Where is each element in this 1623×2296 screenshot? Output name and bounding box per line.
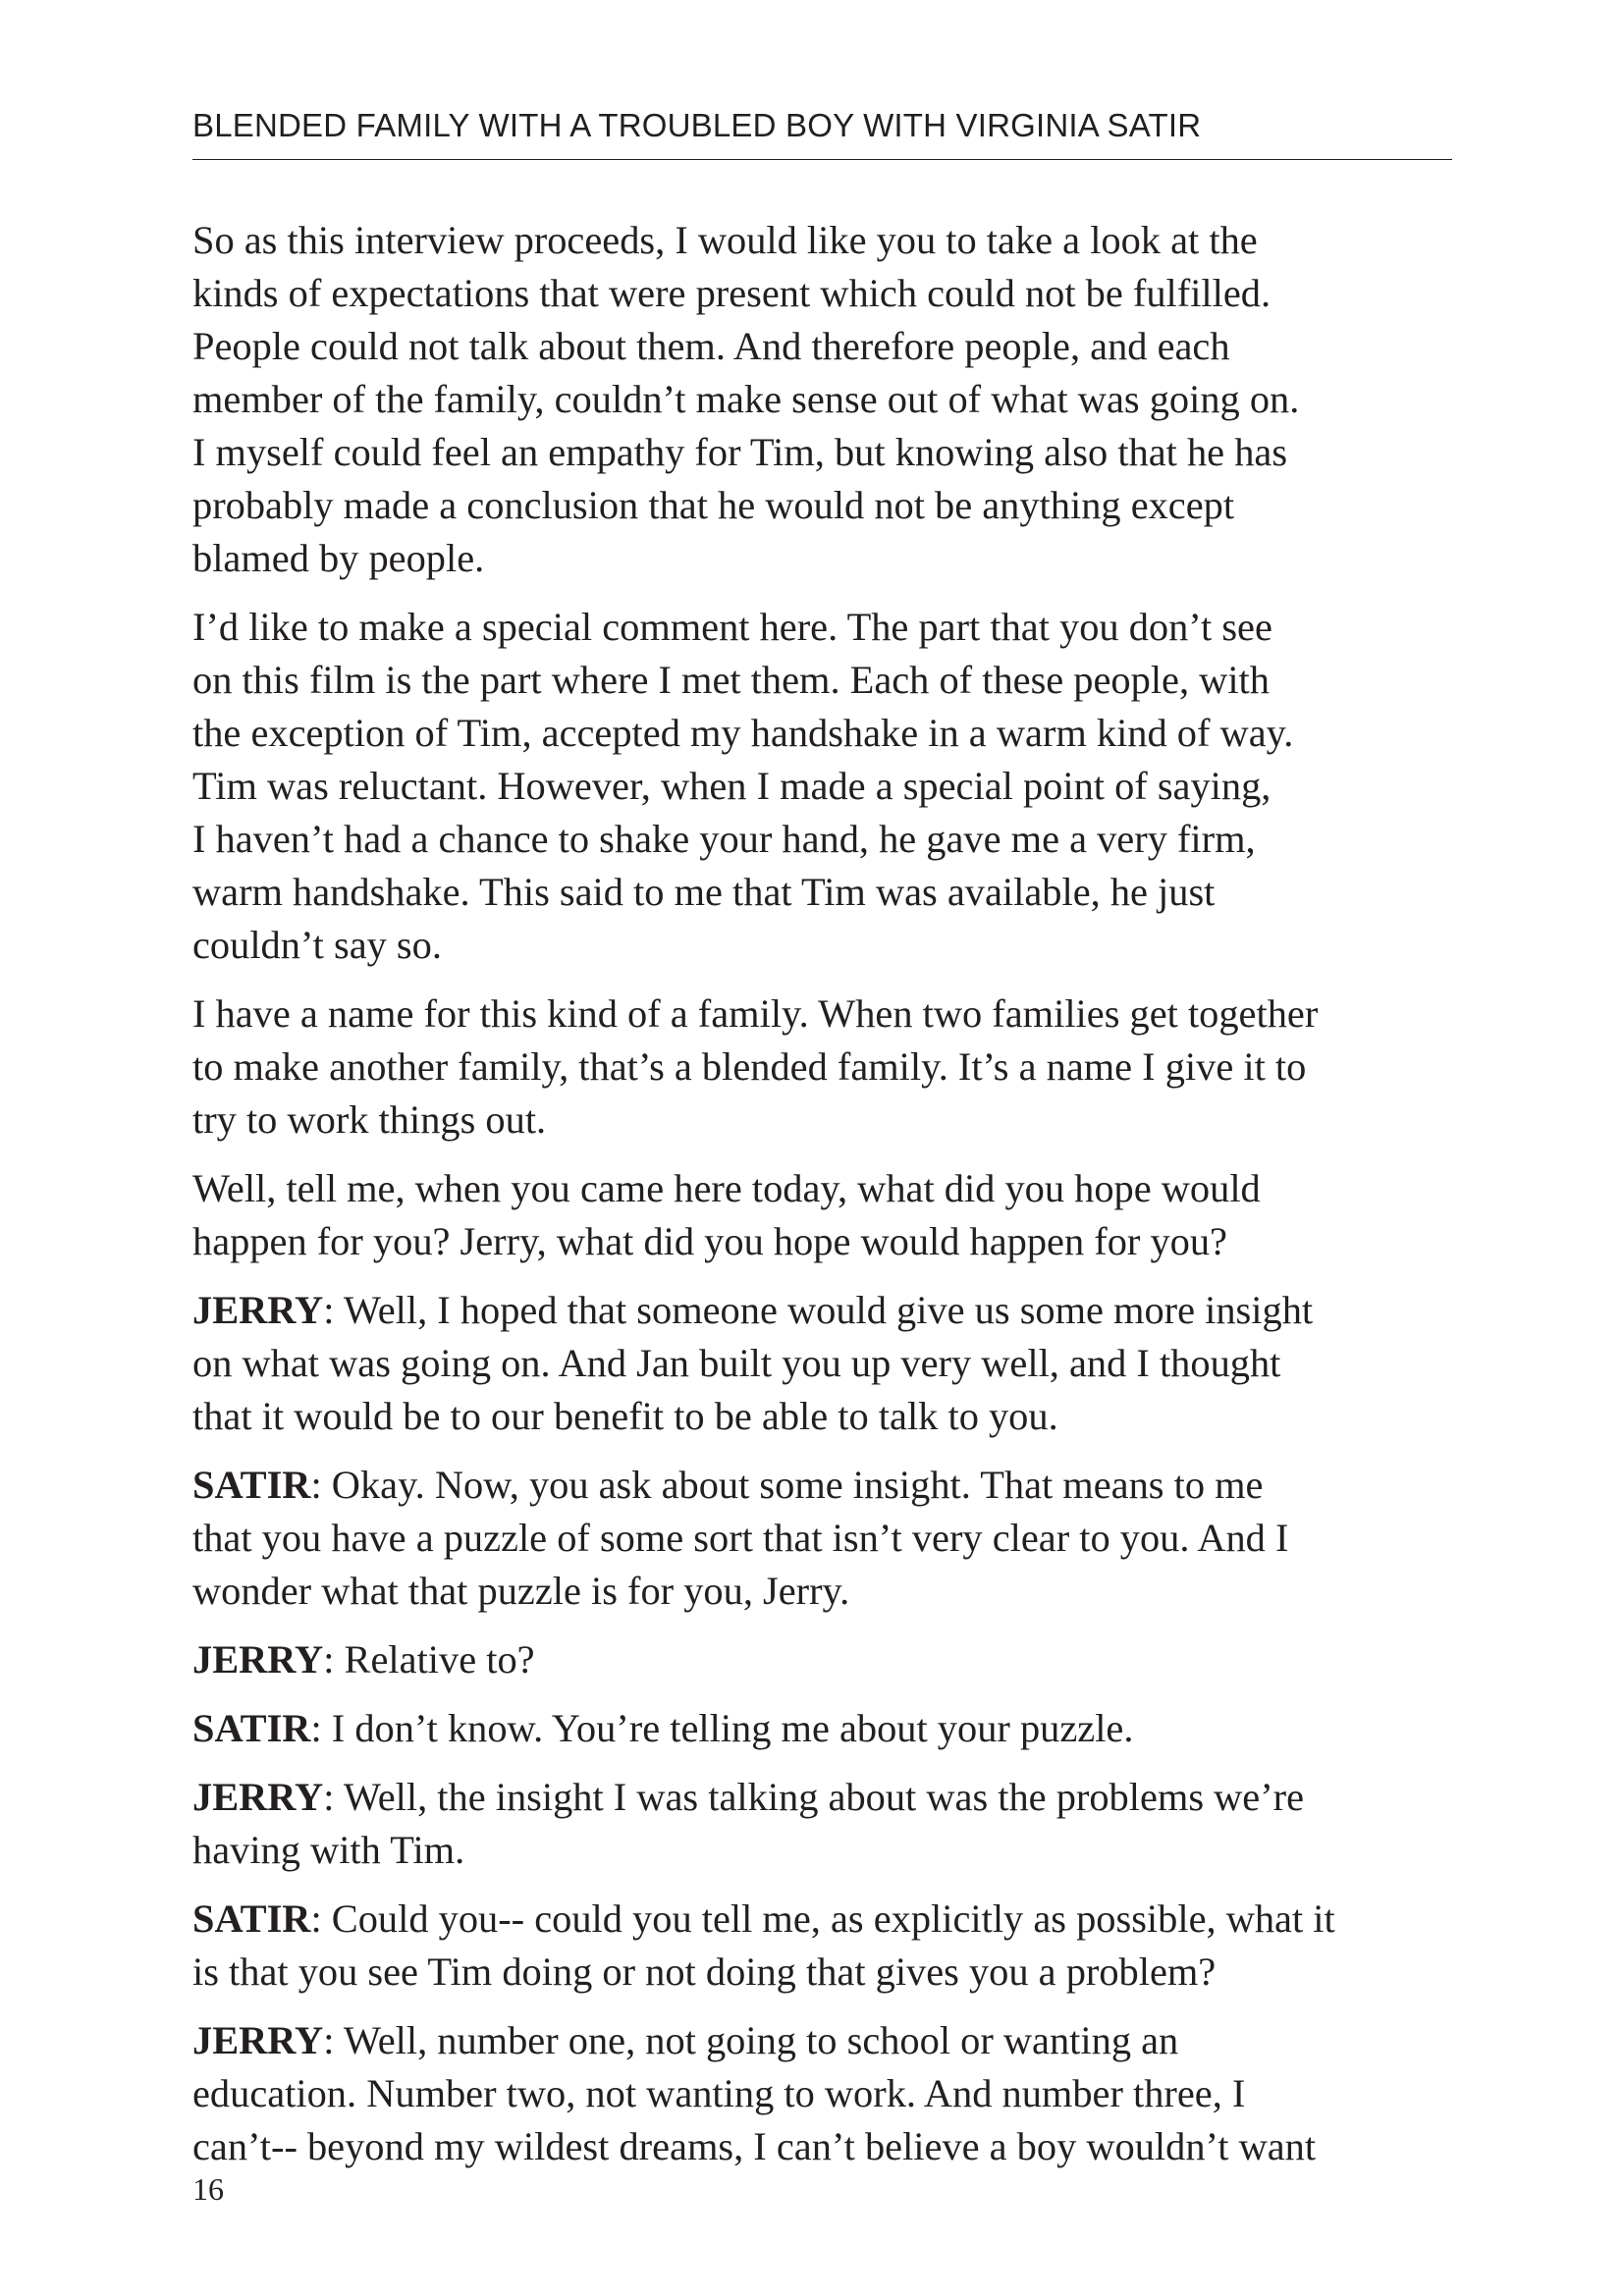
text-line: that you have a puzzle of some sort that isn’t very clear to you. And I	[192, 1516, 1289, 1560]
text-line: I’d like to make a special comment here. The part that you don’t see	[192, 605, 1272, 649]
speaker-name: SATIR	[192, 1463, 311, 1507]
text-line: wonder what that puzzle is for you, Jerry.	[192, 1569, 850, 1613]
text-line: happen for you? Jerry, what did you hope would happen for you?	[192, 1219, 1227, 1263]
text-line: member of the family, couldn’t make sense out of what was going on.	[192, 377, 1300, 421]
text-line: that it would be to our benefit to be able to talk to you.	[192, 1394, 1058, 1438]
dialogue-paragraph	[192, 1893, 1459, 1999]
text-line: education. Number two, not wanting to work. And number three, I	[192, 2071, 1246, 2115]
text-line	[192, 1459, 1459, 1512]
text-line: couldn’t say so.	[192, 923, 442, 967]
text-line	[192, 1633, 1459, 1686]
paragraph	[192, 988, 1459, 1147]
text-line: People could not talk about them. And therefore people, and each	[192, 324, 1230, 368]
speech-text: : Well, the insight I was talking about was the problems we’re	[323, 1775, 1305, 1819]
speech-text: : Relative to?	[323, 1637, 535, 1682]
text-line: Well, tell me, when you came here today, what did you hope would	[192, 1166, 1261, 1210]
dialogue-paragraph	[192, 1633, 1459, 1686]
text-line: on what was going on. And Jan built you up very well, and I thought	[192, 1341, 1281, 1385]
dialogue-paragraph	[192, 1284, 1459, 1443]
speaker-name: JERRY	[192, 1775, 324, 1819]
text-line: try to work things out.	[192, 1097, 547, 1142]
text-line: I myself could feel an empathy for Tim, but knowing also that he has	[192, 430, 1288, 474]
text-line: blamed by people.	[192, 536, 485, 580]
text-line: warm handshake. This said to me that Tim was available, he just	[192, 870, 1216, 914]
dialogue-paragraph	[192, 1459, 1459, 1618]
text-line: the exception of Tim, accepted my handshake in a warm kind of way.	[192, 711, 1294, 755]
text-line: kinds of expectations that were present which could not be fulfilled.	[192, 271, 1271, 315]
speaker-name: JERRY	[192, 1288, 324, 1332]
text-line	[192, 1893, 1459, 1946]
speech-text: : Okay. Now, you ask about some insight. That means to me	[310, 1463, 1264, 1507]
paragraph	[192, 601, 1459, 972]
text-line	[192, 2014, 1459, 2067]
text-line: on this film is the part where I met them. Each of these people, with	[192, 658, 1270, 702]
text-line	[192, 1284, 1459, 1337]
page-number: 16	[192, 2171, 224, 2207]
text-line: probably made a conclusion that he would not be anything except	[192, 483, 1235, 527]
text-line: Tim was reluctant. However, when I made a special point of saying,	[192, 764, 1271, 808]
dialogue-paragraph	[192, 2014, 1459, 2173]
text-line: I haven’t had a chance to shake your hand, he gave me a very firm,	[192, 817, 1256, 861]
text-line: can’t-- beyond my wildest dreams, I can’t believe a boy wouldn’t want	[192, 2124, 1317, 2168]
text-line	[192, 1771, 1459, 1824]
speech-text: : I don’t know. You’re telling me about your puzzle.	[310, 1706, 1134, 1750]
body-text	[192, 214, 1459, 2189]
speech-text: : Well, I hoped that someone would give us some more insight	[323, 1288, 1314, 1332]
speaker-name: SATIR	[192, 1706, 311, 1750]
text-line	[192, 1702, 1459, 1755]
paragraph	[192, 214, 1459, 585]
running-head: BLENDED FAMILY WITH A TROUBLED BOY WITH VIRGINIA SATIR	[192, 107, 1202, 143]
text-line: to make another family, that’s a blended family. It’s a name I give it to	[192, 1044, 1307, 1089]
dialogue-paragraph	[192, 1702, 1459, 1755]
speech-text: : Could you-- could you tell me, as explicitly as possible, what it	[310, 1896, 1335, 1941]
text-line: having with Tim.	[192, 1828, 465, 1872]
text-line: is that you see Tim doing or not doing that gives you a problem?	[192, 1949, 1217, 1994]
paragraph	[192, 1162, 1459, 1268]
text-line: So as this interview proceeds, I would like you to take a look at the	[192, 218, 1258, 262]
speaker-name: JERRY	[192, 2018, 324, 2062]
speaker-name: JERRY	[192, 1637, 324, 1682]
text-line: I have a name for this kind of a family. When two families get together	[192, 991, 1319, 1036]
speaker-name: SATIR	[192, 1896, 311, 1941]
header-rule	[192, 159, 1452, 160]
dialogue-paragraph	[192, 1771, 1459, 1877]
speech-text: : Well, number one, not going to school or wanting an	[323, 2018, 1179, 2062]
